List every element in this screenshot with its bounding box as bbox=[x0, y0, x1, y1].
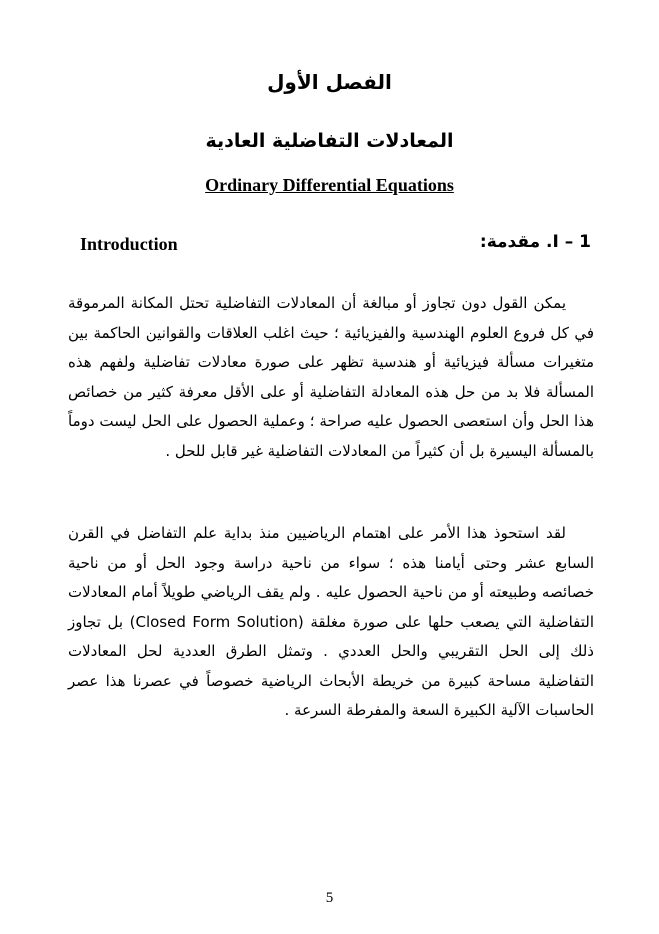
paragraph-2-text: لقد استحوذ هذا الأمر على اهتمام الرياضيين منذ بداية علم التفاضل في القرن السابع عشر وحتى أيامنا هذه ؛ سواء من ناحية دراسة وجود الحل أو من ناحية خصائصه وطبيعته أو من ناحية الحصول عليه . ولم يقف الرياضي طويلاً أمام المعادلات التفاضلية التي يصعب حلها على صورة مغلقة (Closed Form Solution) بل تجاوز ذلك إلى الحل التقريبي والحل العددي . وتمثل الطرق العددية لحل المعادلات التفاضلية مساحة كبيرة من خريطة الأبحاث الرياضية خصوصاً في عصرنا هذا عصر الحاسبات الآلية الكبيرة السعة والمفرطة السرعة . bbox=[68, 524, 595, 719]
section-label-arabic: I – 1. مقدمة: bbox=[479, 232, 591, 252]
section-label-english: Introduction bbox=[80, 234, 178, 254]
paragraph-1-text: يمكن القول دون تجاوز أو مبالغة أن المعادلات التفاضلية تحتل المكانة المرموقة في كل فروع العلوم الهندسية والفيزيائية ؛ حيث اغلب العلاقات والقوانين الحاكمة بين متغيرات مسألة فيزيائية أو هندسية تظهر على صورة معادلات تفاضلية ولفهم هذه المسألة فلا بد من حل هذه المعادلة التفاضلية أو على الأقل معرفة كثير من خصائص هذا الحل وأن استعصى الحصول عليه صراحة ؛ وعملية الحصول على الحل ليست دوماً بالمسألة اليسيرة بل أن كثيراً من المعادلات التفاضلية غير قابل للحل . bbox=[68, 294, 594, 460]
heading-english: Ordinary Differential Equations bbox=[205, 175, 454, 195]
page-number: 5 bbox=[325, 890, 334, 906]
chapter-title: الفصل الأول bbox=[267, 70, 392, 94]
heading-arabic: المعادلات التفاضلية العادية bbox=[205, 130, 454, 152]
paragraph-1 bbox=[68, 289, 594, 466]
paragraph-2 bbox=[68, 519, 594, 726]
